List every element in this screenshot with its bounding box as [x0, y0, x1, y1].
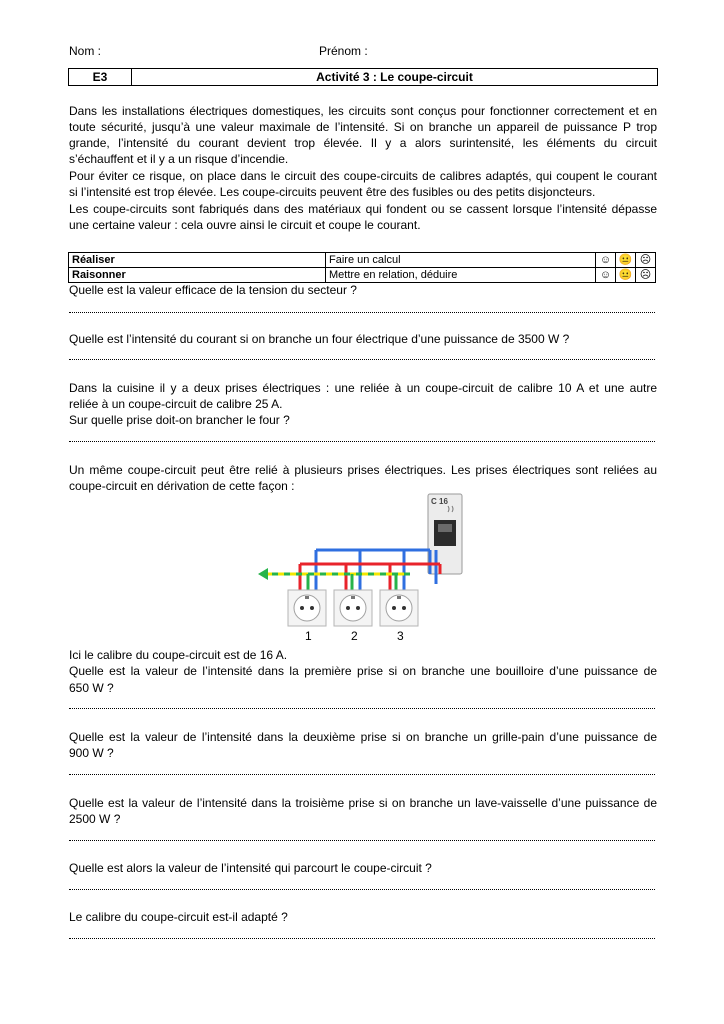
question-3-line-2: reliée à un coupe-circuit de calibre 25 A.	[69, 397, 283, 411]
calibre-note: Ici le calibre du coupe-circuit est de 16 A.	[69, 648, 288, 662]
competence-name: Réaliser	[69, 253, 326, 268]
socket-3	[380, 590, 418, 626]
breaker-label: C 16	[431, 497, 448, 506]
answer-line-1[interactable]	[69, 312, 655, 313]
question-8: Quelle est alors la valeur de l’intensité qui parcourt le coupe-circuit ?	[69, 861, 432, 875]
prenom-label: Prénom :	[319, 44, 368, 58]
answer-line-8[interactable]	[69, 889, 655, 890]
question-9: Le calibre du coupe-circuit est-il adapté ?	[69, 910, 288, 924]
question-1: Quelle est la valeur efficace de la tension du secteur ?	[69, 283, 357, 297]
question-3-line-1: Dans la cuisine il y a deux prises électriques : une reliée à un coupe-circuit de calibre 10 A et une autre	[69, 381, 657, 395]
question-3-line-3: Sur quelle prise doit-on brancher le four ?	[69, 413, 290, 427]
intro-p1-line-3: grande, l’intensité du courant devient trop élevée. Il y a alors surintensité, les éléments du circuit	[69, 136, 657, 150]
question-4-line-2: coupe-circuit en dérivation de cette façon :	[69, 479, 295, 493]
competence-desc: Mettre en relation, déduire	[326, 268, 596, 283]
question-5-line-1: Quelle est la valeur de l’intensité dans la première prise si on branche une bouilloire d’une puissance de	[69, 664, 657, 678]
intro-p3-line-2: une certaine valeur : cela ouvre ainsi le circuit et coupe le courant.	[69, 218, 421, 232]
intro-p2-line-1: Pour éviter ce risque, on place dans le circuit des coupe-circuits de calibres adaptés, qui coupent le courant	[69, 169, 657, 183]
question-5-line-2: 650 W ?	[69, 681, 114, 695]
question-7-line-2: 2500 W ?	[69, 812, 121, 826]
question-4-line-1: Un même coupe-circuit peut être relié à plusieurs prises électriques. Les prises électriques sont reliées au	[69, 463, 657, 477]
circuit-breaker	[428, 494, 462, 574]
smiley-sad-icon[interactable]: ☹	[636, 268, 656, 283]
nom-label: Nom :	[69, 44, 102, 58]
answer-line-7[interactable]	[69, 840, 655, 841]
smiley-happy-icon[interactable]: ☺	[596, 253, 616, 268]
neutral-wire	[316, 550, 436, 590]
activity-title: Activité 3 : Le coupe-circuit	[132, 69, 658, 86]
smiley-sad-icon[interactable]: ☹	[636, 253, 656, 268]
earth-wire	[258, 568, 410, 590]
socket-label-2: 2	[351, 629, 358, 643]
answer-line-6[interactable]	[69, 774, 655, 775]
answer-line-2[interactable]	[69, 359, 655, 360]
activity-header-table	[68, 68, 658, 86]
socket-label-3: 3	[397, 629, 404, 643]
smiley-neutral-icon[interactable]: 😐	[616, 253, 636, 268]
breaker-switch-icon	[434, 520, 456, 546]
question-6-line-1: Quelle est la valeur de l’intensité dans la deuxième prise si on branche un grille-pain d’une puissance de	[69, 730, 657, 744]
answer-line-5[interactable]	[69, 708, 655, 709]
answer-line-3[interactable]	[69, 441, 655, 442]
phase-wire	[300, 564, 440, 590]
earth-arrow-icon	[258, 568, 268, 580]
competence-row	[69, 268, 656, 283]
competences-table	[68, 252, 656, 283]
smiley-neutral-icon[interactable]: 😐	[616, 268, 636, 283]
intro-p1-line-1: Dans les installations électriques domestiques, les circuits sont conçus pour fonctionner correctement et en	[69, 104, 657, 118]
competence-name: Raisonner	[69, 268, 326, 283]
activity-code: E3	[69, 69, 132, 86]
competence-desc: Faire un calcul	[326, 253, 596, 268]
question-2: Quelle est l’intensité du courant si on branche un four électrique d’une puissance de 3500 W ?	[69, 332, 570, 346]
question-6-line-2: 900 W ?	[69, 746, 114, 760]
smiley-happy-icon[interactable]: ☺	[596, 268, 616, 283]
intro-p1-line-2: toute sécurité, jusqu’à une valeur maximale de l’intensité. Si on branche un appareil de puissance P trop	[69, 120, 657, 134]
socket-1	[288, 590, 326, 626]
intro-p2-line-2: si l’intensité est trop élevée. Les coupe-circuits peuvent être des fusibles ou des petits disjoncteurs.	[69, 185, 596, 199]
competence-row	[69, 253, 656, 268]
circuit-diagram	[250, 492, 470, 644]
question-7-line-1: Quelle est la valeur de l’intensité dans la troisième prise si on branche un lave-vaisselle d’une puissance de	[69, 796, 657, 810]
answer-line-9[interactable]	[69, 938, 655, 939]
intro-p1-line-4: s’échauffent et il y a un risque d’incendie.	[69, 152, 289, 166]
socket-2	[334, 590, 372, 626]
intro-p3-line-1: Les coupe-circuits sont fabriqués dans des matériaux qui fondent ou se cassent lorsque l’intensité dépasse	[69, 202, 657, 216]
socket-label-1: 1	[305, 629, 312, 643]
